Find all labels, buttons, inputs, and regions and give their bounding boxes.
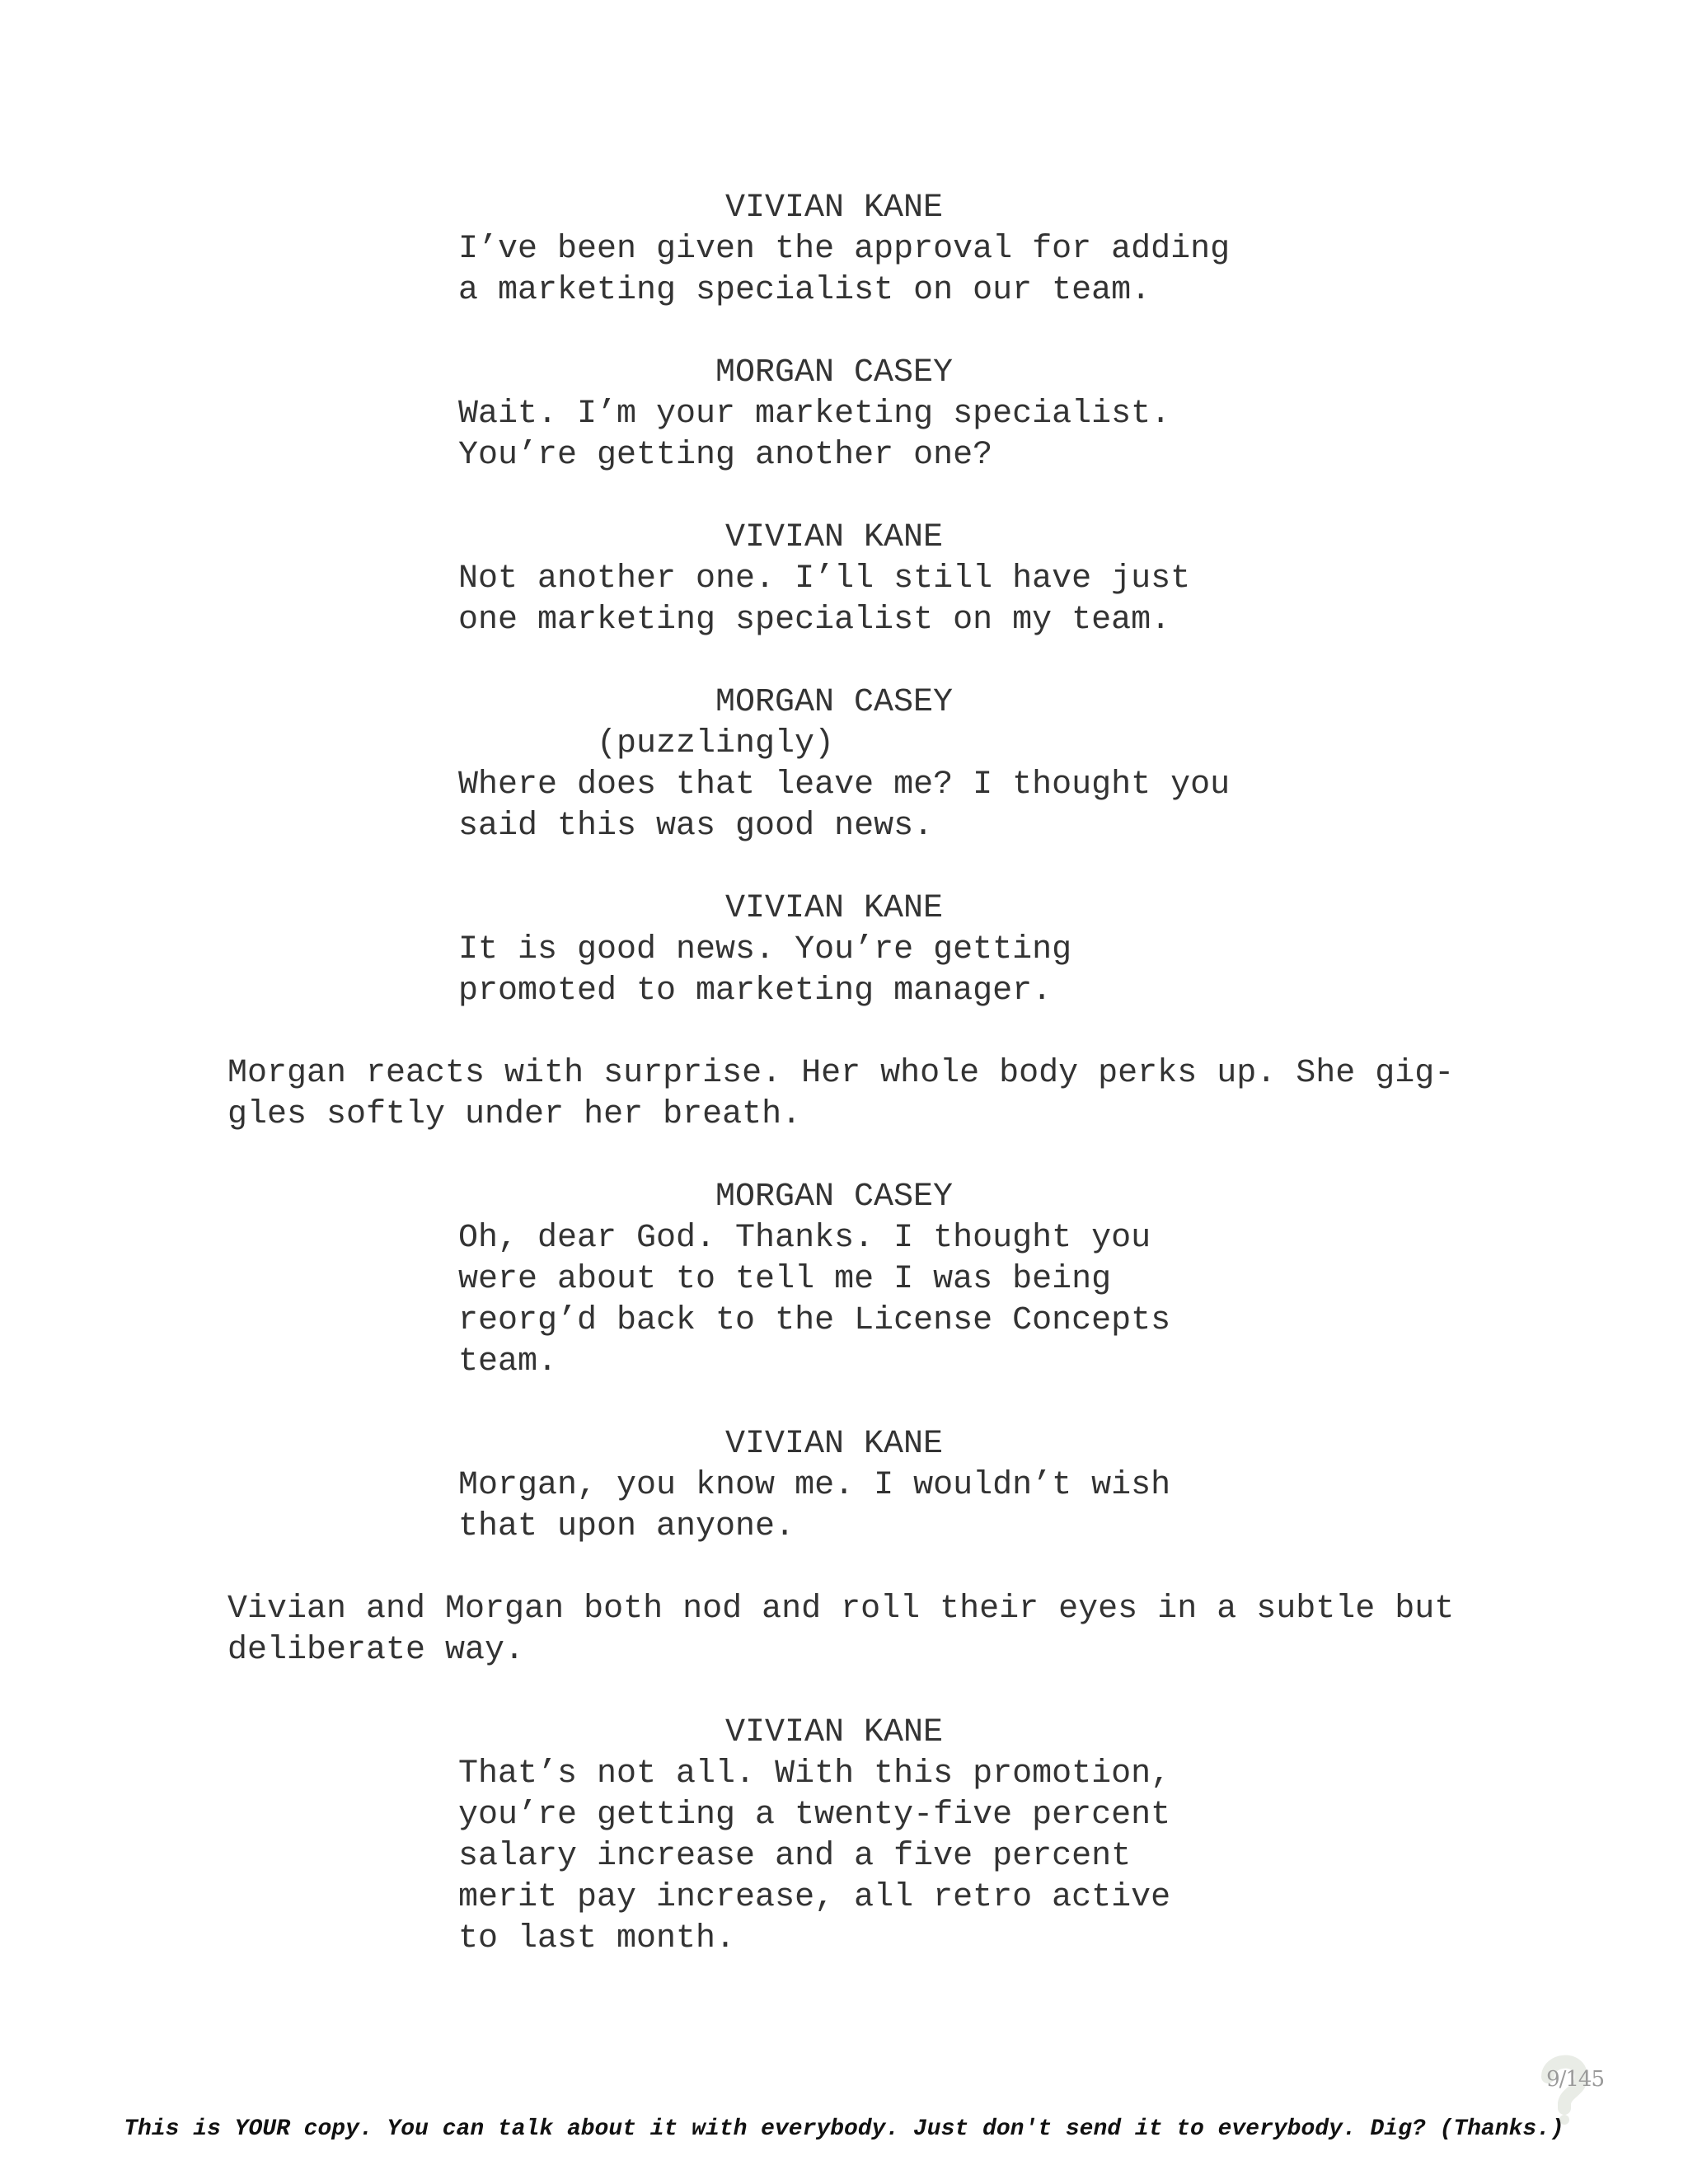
dialogue-line: It is good news. You’re getting <box>458 931 1072 968</box>
dialogue-line: promoted to marketing manager. <box>458 972 1053 1010</box>
dialogue-block <box>0 188 1688 312</box>
dialogue-line: Not another one. I’ll still have just <box>458 560 1191 598</box>
dialogue-line: that upon anyone. <box>458 1508 795 1545</box>
action-line: Morgan reacts with surprise. Her whole body perks up. She gig- <box>227 1055 1455 1092</box>
dialogue-line: That’s not all. With this promotion, <box>458 1755 1171 1793</box>
character-name: VIVIAN KANE <box>725 190 944 227</box>
dialogue-line: merit pay increase, all retro active <box>458 1879 1171 1916</box>
character-name: VIVIAN KANE <box>725 890 944 927</box>
dialogue-line: to last month. <box>458 1920 736 1957</box>
dialogue-block <box>0 518 1688 641</box>
action-line: gles softly under her breath. <box>227 1096 802 1133</box>
character-name: VIVIAN KANE <box>725 519 944 556</box>
dialogue-block <box>0 1177 1688 1383</box>
dialogue-line: Wait. I’m your marketing specialist. <box>458 396 1171 433</box>
dialogue-line: reorg’d back to the License Concepts <box>458 1302 1171 1339</box>
footer-note: This is YOUR copy. You can talk about it with everybody. Just don't send it to everybody. Dig? (Thanks.) <box>124 2116 1564 2142</box>
script-body <box>0 188 1688 2001</box>
dialogue-block <box>0 682 1688 847</box>
action-block <box>0 1053 1688 1136</box>
action-line: deliberate way. <box>227 1632 525 1669</box>
dialogue-block <box>0 888 1688 1012</box>
character-name: VIVIAN KANE <box>725 1714 944 1751</box>
dialogue-line: a marketing specialist on our team. <box>458 272 1151 309</box>
character-name: MORGAN CASEY <box>715 1179 954 1216</box>
dialogue-line: team. <box>458 1343 558 1380</box>
dialogue-line: said this was good news. <box>458 808 934 845</box>
parenthetical: (puzzlingly) <box>597 725 835 762</box>
dialogue-line: Oh, dear God. Thanks. I thought you <box>458 1220 1151 1257</box>
dialogue-line: were about to tell me I was being <box>458 1261 1112 1298</box>
action-block <box>0 1589 1688 1671</box>
character-name: MORGAN CASEY <box>715 684 954 721</box>
dialogue-line: Where does that leave me? I thought you <box>458 766 1231 804</box>
dialogue-line: You’re getting another one? <box>458 437 993 474</box>
dialogue-line: I’ve been given the approval for adding <box>458 231 1231 268</box>
dialogue-block <box>0 1424 1688 1548</box>
character-name: VIVIAN KANE <box>725 1426 944 1463</box>
dialogue-line: one marketing specialist on my team. <box>458 602 1171 639</box>
dialogue-line: Morgan, you know me. I wouldn’t wish <box>458 1467 1171 1504</box>
dialogue-block <box>0 353 1688 476</box>
page-number: 9/145 <box>1546 2067 1604 2092</box>
dialogue-line: salary increase and a five percent <box>458 1838 1132 1875</box>
character-name: MORGAN CASEY <box>715 354 954 391</box>
dialogue-block <box>0 1713 1688 1960</box>
dialogue-line: you’re getting a twenty-five percent <box>458 1797 1171 1834</box>
action-line: Vivian and Morgan both nod and roll their eyes in a subtle but <box>227 1591 1455 1628</box>
